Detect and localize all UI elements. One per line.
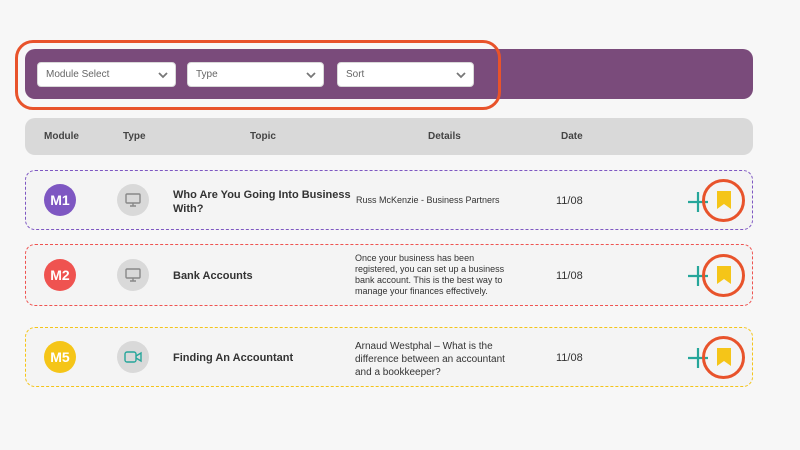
row-date: 11/08	[556, 352, 583, 364]
header-topic: Topic	[250, 131, 276, 142]
row-details	[355, 253, 504, 297]
header-module: Module	[44, 131, 79, 142]
row-details-line: Once your business has been	[355, 253, 475, 263]
filter-highlight-annotation	[15, 40, 501, 110]
bookmark-highlight-annotation	[702, 179, 745, 222]
monitor-icon	[117, 184, 149, 216]
row-date: 11/08	[556, 195, 583, 207]
row-topic-line: Finding An Accountant	[173, 352, 294, 364]
module-select-label: Module Select	[46, 69, 110, 80]
row-date: 11/08	[556, 270, 583, 282]
row-topic-line: With?	[173, 203, 204, 215]
header-details: Details	[428, 131, 461, 142]
row-details-line: bank account. This is the best way to	[355, 275, 503, 285]
row-topic	[173, 351, 293, 365]
header-date: Date	[561, 131, 583, 142]
row-details	[356, 195, 500, 206]
row-topic	[173, 269, 253, 283]
row-details-line: manage your finances effectively.	[355, 286, 488, 296]
module-badge: M2	[44, 259, 76, 291]
row-details-line: Arnaud Westphal – What is the	[355, 341, 493, 352]
type-select-label: Type	[196, 69, 218, 80]
row-topic-line: Bank Accounts	[173, 270, 253, 282]
row-details	[355, 340, 505, 379]
row-details-line: and a bookkeeper?	[355, 367, 441, 378]
sort-select-label: Sort	[346, 69, 365, 80]
video-camera-icon	[117, 341, 149, 373]
bookmark-highlight-annotation	[702, 336, 745, 379]
row-details-line: Russ McKenzie - Business Partners	[356, 195, 500, 205]
monitor-icon	[117, 259, 149, 291]
module-badge: M1	[44, 184, 76, 216]
bookmark-highlight-annotation	[702, 254, 745, 297]
row-topic	[173, 188, 351, 216]
header-type: Type	[123, 131, 146, 142]
row-topic-line: Who Are You Going Into Business	[173, 189, 351, 201]
row-details-line: difference between an accountant	[355, 354, 505, 365]
row-details-line: registered, you can set up a business	[355, 264, 505, 274]
module-badge: M5	[44, 341, 76, 373]
